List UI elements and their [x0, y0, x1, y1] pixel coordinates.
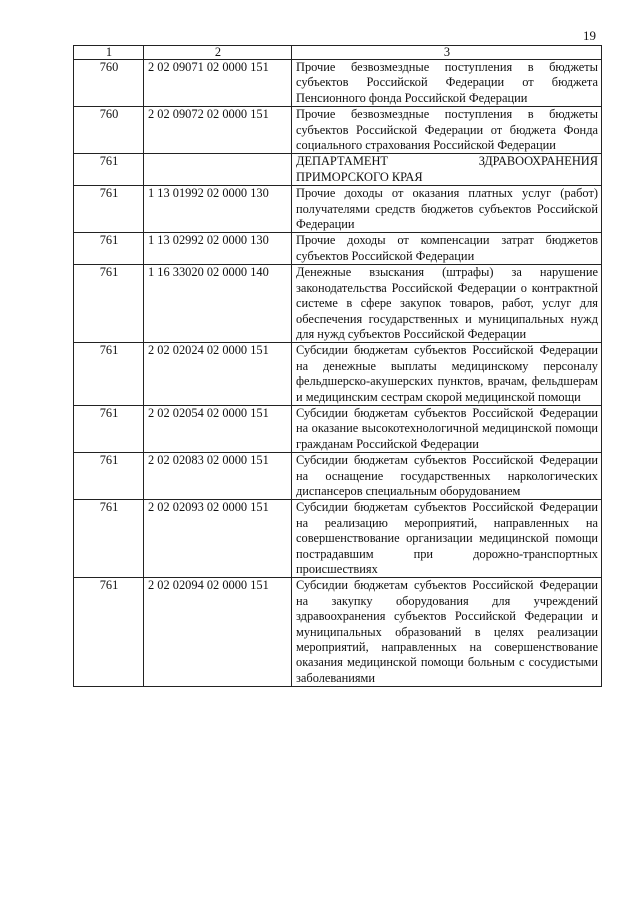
header-cell-1: 1 — [74, 46, 144, 60]
revenue-description-cell: Прочие безвозмездные поступления в бюджеты субъектов Российской Федерации от бюджета Пенсионного фонда Российской Федерации — [292, 60, 602, 107]
revenue-description-cell: Субсидии бюджетам субъектов Российской Федерации на закупку оборудования для учреждений здравоохранения субъектов Российской Федерации и муниципальных образований в целях реализации мероприятий, направленных на совершенствование оказания медицинской помощи больным с сосудистыми заболеваниями — [292, 578, 602, 687]
revenue-code-cell: 2 02 02083 02 0000 151 — [144, 453, 292, 500]
table-row — [74, 578, 602, 687]
header-cell-2: 2 — [144, 46, 292, 60]
admin-code-cell: 761 — [74, 343, 144, 406]
revenue-code-cell: 1 16 33020 02 0000 140 — [144, 265, 292, 343]
revenue-code-cell: 2 02 02094 02 0000 151 — [144, 578, 292, 687]
admin-code-cell: 761 — [74, 265, 144, 343]
revenue-description-cell: Субсидии бюджетам субъектов Российской Федерации на денежные выплаты медицинскому персоналу фельдшерско-акушерских пунктов, врачам, фельдшерам и медицинским сестрам скорой медицинской помощи — [292, 343, 602, 406]
revenue-description-cell: Субсидии бюджетам субъектов Российской Федерации на реализацию мероприятий, направленных на совершенствование организации медицинской помощи пострадавшим при дорожно-транспортных происшествиях — [292, 500, 602, 578]
revenue-code-cell — [144, 154, 292, 186]
admin-code-cell: 760 — [74, 107, 144, 154]
admin-code-cell: 761 — [74, 405, 144, 452]
admin-code-cell: 761 — [74, 578, 144, 687]
revenue-code-cell: 2 02 09072 02 0000 151 — [144, 107, 292, 154]
page-number: 19 — [583, 28, 596, 43]
revenue-description-cell: Прочие доходы от компенсации затрат бюджетов субъектов Российской Федерации — [292, 233, 602, 265]
table-row — [74, 233, 602, 265]
header-cell-3: 3 — [292, 46, 602, 60]
revenue-codes-table — [73, 45, 602, 687]
admin-code-cell: 761 — [74, 453, 144, 500]
table-row — [74, 405, 602, 452]
revenue-code-cell: 1 13 02992 02 0000 130 — [144, 233, 292, 265]
revenue-code-cell: 1 13 01992 02 0000 130 — [144, 186, 292, 233]
table-row — [74, 453, 602, 500]
table-row — [74, 186, 602, 233]
revenue-code-cell: 2 02 09071 02 0000 151 — [144, 60, 292, 107]
table-row — [74, 343, 602, 406]
table-header-row — [74, 46, 602, 60]
table-row — [74, 107, 602, 154]
admin-code-cell: 761 — [74, 500, 144, 578]
admin-code-cell: 761 — [74, 186, 144, 233]
revenue-description-cell: Прочие доходы от оказания платных услуг (работ) получателями средств бюджетов субъектов Российской Федерации — [292, 186, 602, 233]
revenue-code-cell: 2 02 02093 02 0000 151 — [144, 500, 292, 578]
admin-code-cell: 760 — [74, 60, 144, 107]
table-row — [74, 154, 602, 186]
revenue-description-cell: Субсидии бюджетам субъектов Российской Федерации на оснащение государственных наркологических диспансеров специальным оборудованием — [292, 453, 602, 500]
revenue-description-cell: Прочие безвозмездные поступления в бюджеты субъектов Российской Федерации от бюджета Фонда социального страхования Российской Федерации — [292, 107, 602, 154]
table-row — [74, 60, 602, 107]
revenue-code-cell: 2 02 02054 02 0000 151 — [144, 405, 292, 452]
admin-code-cell: 761 — [74, 154, 144, 186]
table-row — [74, 500, 602, 578]
admin-code-cell: 761 — [74, 233, 144, 265]
revenue-description-cell: Денежные взыскания (штрафы) за нарушение законодательства Российской Федерации о контрактной системе в сфере закупок товаров, работ, услуг для обеспечения государственных и муниципальных нужд для нужд субъектов Российской Федерации — [292, 265, 602, 343]
revenue-description-cell: Субсидии бюджетам субъектов Российской Федерации на оказание высокотехнологичной медицинской помощи гражданам Российской Федерации — [292, 405, 602, 452]
department-heading-cell: ДЕПАРТАМЕНТ ЗДРАВООХРАНЕНИЯ ПРИМОРСКОГО КРАЯ — [292, 154, 602, 186]
table-row — [74, 265, 602, 343]
revenue-code-cell: 2 02 02024 02 0000 151 — [144, 343, 292, 406]
